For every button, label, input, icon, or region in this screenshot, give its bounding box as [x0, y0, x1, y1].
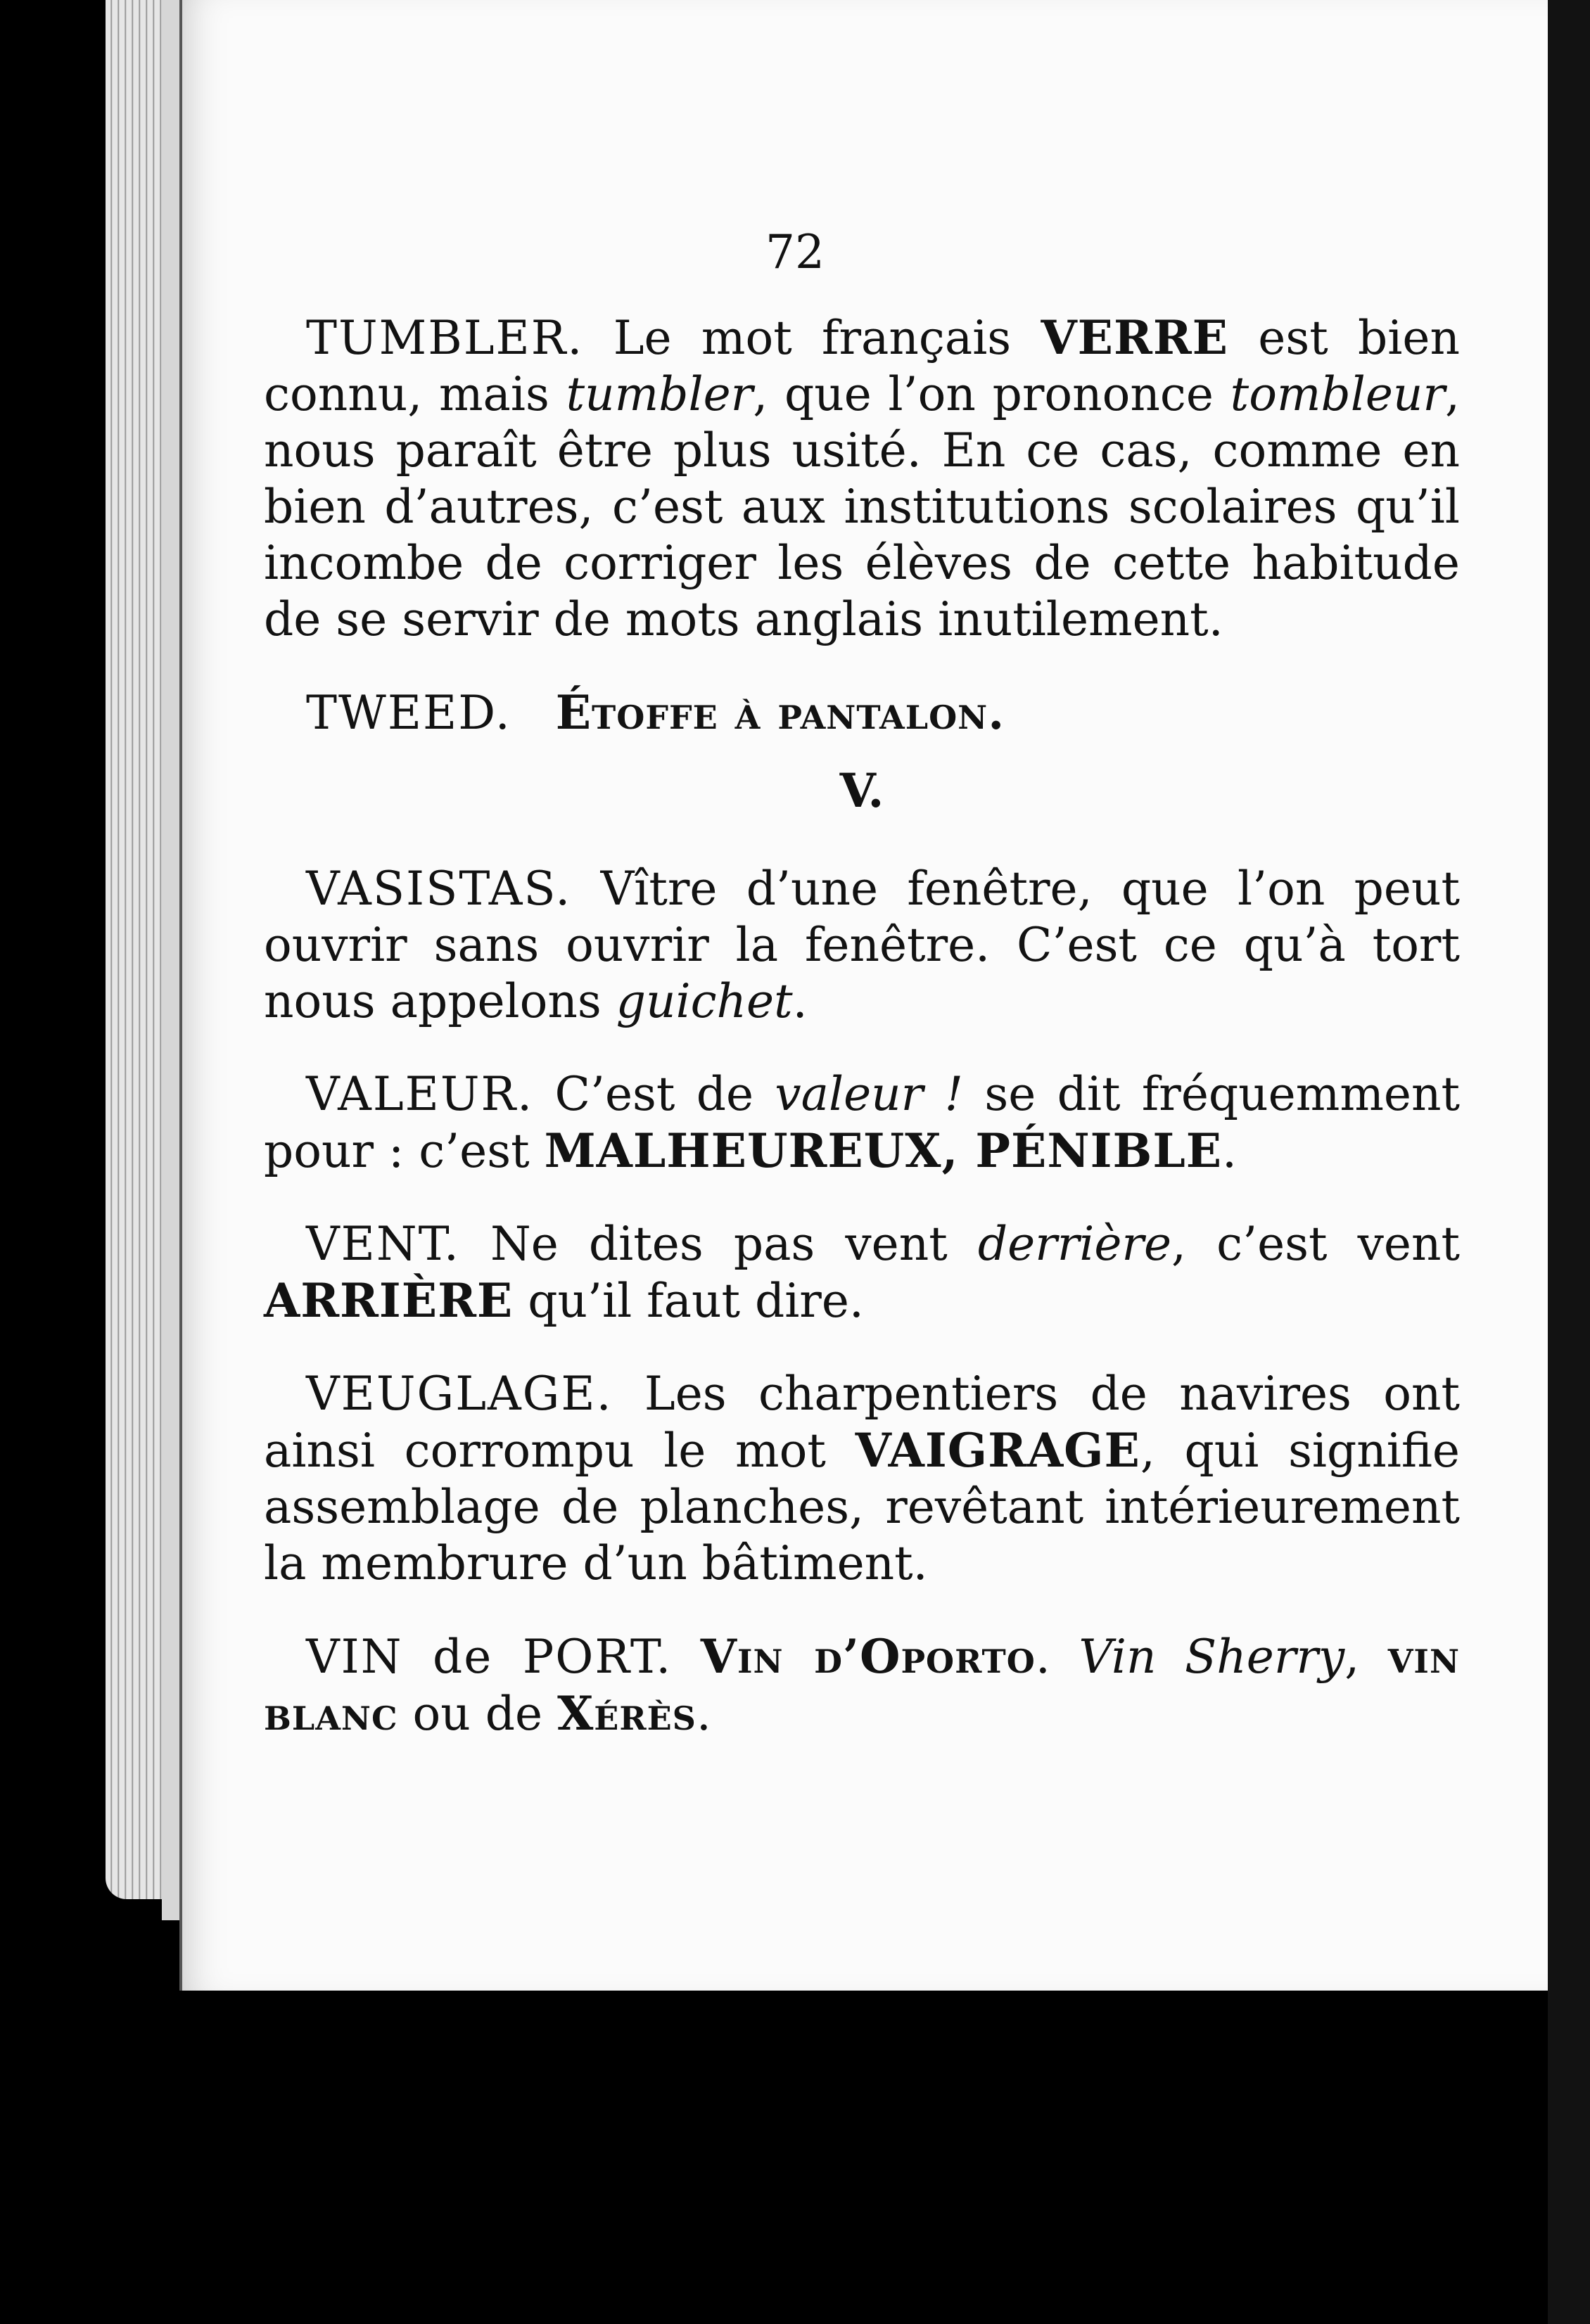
entry-veuglage [264, 1366, 1460, 1592]
entry-smallcaps: vin blanc [264, 1629, 1460, 1741]
entry-italic: Vin Sherry [1079, 1630, 1345, 1684]
headword: VIN de PORT. [306, 1630, 673, 1684]
entry-vin [264, 1628, 1460, 1742]
entry-smallcaps: Étoffe à pantalon. [555, 685, 1005, 740]
page-text [264, 309, 1460, 1779]
headword: VENT. [306, 1217, 460, 1271]
entry-text: , qui signifie assemblage de planches, revêtant intérieurement la membrure d’un bâtiment. [264, 1424, 1460, 1590]
entry-text: qu’il faut dire. [513, 1274, 864, 1328]
headword: TWEED. [306, 686, 511, 740]
entry-text: , que l’on prononce [753, 367, 1230, 421]
entry-text: se dit fréquemment pour : c’est [264, 1067, 1460, 1178]
entry-italic: tombleur [1230, 367, 1445, 421]
entry-italic: guichet [616, 974, 793, 1028]
headword: VASISTAS. [306, 862, 572, 916]
entry-text: . [1035, 1630, 1079, 1684]
entry-text: , [1344, 1630, 1388, 1684]
entry-smallcaps: ARRIÈRE [264, 1273, 514, 1328]
entry-tumbler [264, 309, 1460, 648]
entry-italic: valeur ! [775, 1067, 964, 1121]
entry-text: Ne dites pas vent [459, 1217, 978, 1271]
headword: VEUGLAGE. [306, 1367, 613, 1421]
entry-tweed [264, 684, 1460, 741]
headword: TUMBLER. [306, 311, 584, 365]
entry-text: Le mot français [583, 311, 1041, 365]
entry-text: ou de [398, 1687, 558, 1741]
section-letter: V. [839, 763, 884, 818]
entry-smallcaps: Vin d’Oporto [700, 1629, 1036, 1684]
entry-smallcaps: VAIGRAGE [855, 1423, 1140, 1478]
entry-text: . [696, 1687, 711, 1741]
entry-text: . [1222, 1124, 1238, 1178]
headword: VALEUR. [306, 1067, 534, 1121]
entry-smallcaps: VERRE [1041, 310, 1228, 365]
entry-text: Vître d’une fenêtre, que l’on peut ouvrir sans ouvrir la fenêtre. C’est ce qu’à tort nous appelons [264, 862, 1460, 1028]
entry-text: . [792, 974, 808, 1028]
entry-smallcaps: Xérès [557, 1686, 697, 1741]
entry-italic: tumbler [566, 367, 753, 421]
entry-vent [264, 1216, 1460, 1329]
entry-vasistas [264, 861, 1460, 1030]
entry-italic: derrière [977, 1217, 1172, 1271]
entry-text: C’est de [533, 1067, 775, 1121]
entry-smallcaps: MALHEUREUX, PÉNIBLE [544, 1123, 1223, 1178]
entry-text: est bien connu, mais [264, 311, 1460, 421]
entry-text: , c’est vent [1171, 1217, 1460, 1271]
page-number: 72 [765, 225, 825, 279]
entry-text: , nous paraît être plus usité. En ce cas, comme en bien d’autres, c’est aux institutions scolaires qu’il incombe de corriger les élèves de cette habitude de se servir de mots anglais inutilement. [264, 367, 1460, 646]
entry-text [672, 1630, 701, 1684]
entry-valeur [264, 1066, 1460, 1180]
scan-border [1548, 0, 1590, 2324]
entry-text: Les charpentiers de navires ont ainsi corrompu le mot [264, 1367, 1460, 1478]
